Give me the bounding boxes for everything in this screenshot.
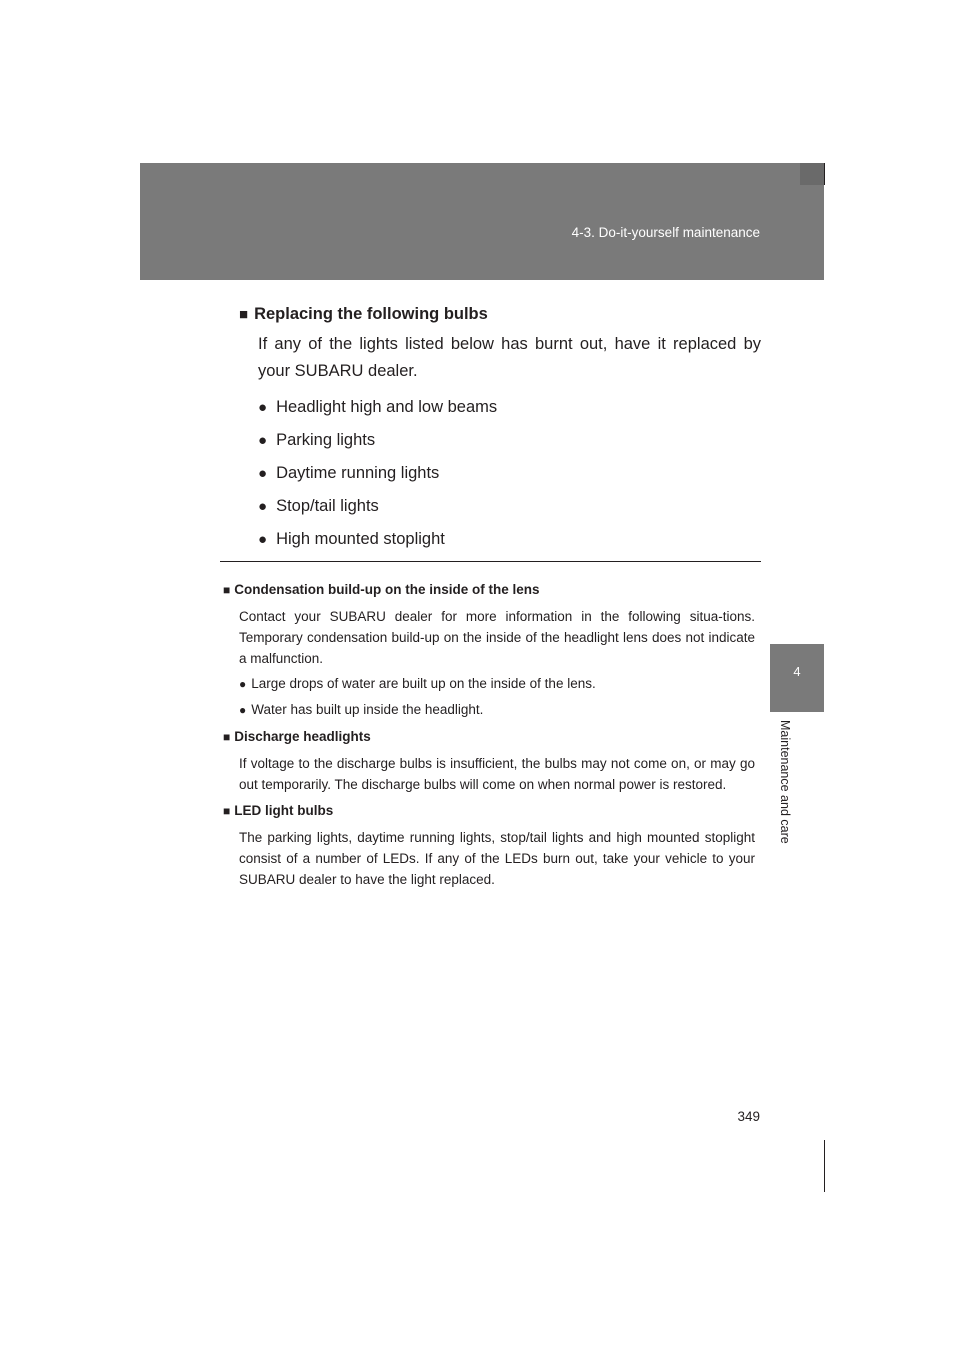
main-paragraph: If any of the lights listed below has burnt out, have it replaced by your SUBARU dealer. <box>258 335 761 380</box>
list-item: ● Water has built up inside the headlight. <box>239 699 755 721</box>
round-bullet-icon: ● <box>258 498 268 515</box>
note-paragraph: The parking lights, daytime running lights, stop/tail lights and high mounted stoplight consist of a number of LEDs. If any of the LEDs burn out, take your vehicle to your SUBARU dealer to have the light replaced. <box>239 830 755 887</box>
bulb-list <box>258 391 761 556</box>
note-heading: ■ LED light bulbs <box>223 803 334 818</box>
chapter-tab-number: 4 <box>793 664 801 679</box>
square-bullet-icon: ■ <box>223 730 231 744</box>
crop-mark-bottom <box>824 1140 825 1192</box>
note-condensation <box>223 580 755 721</box>
square-bullet-icon: ■ <box>223 804 231 818</box>
main-section <box>239 303 761 556</box>
main-heading <box>239 303 761 326</box>
header-band <box>140 163 824 280</box>
round-bullet-icon: ● <box>258 531 268 548</box>
note-led-bulbs <box>223 801 755 890</box>
list-item: ● High mounted stoplight <box>258 523 761 556</box>
note-bullet-list <box>239 673 755 721</box>
chapter-label <box>770 716 800 866</box>
round-bullet-icon: ● <box>239 677 247 691</box>
round-bullet-icon: ● <box>239 703 247 717</box>
section-title: 4-3. Do-it-yourself maintenance <box>571 225 760 240</box>
note-paragraph: Contact your SUBARU dealer for more information in the following situa-tions. Temporary condensation build-up on the inside of the headlight lens does not indicate a malfunction. <box>239 609 755 666</box>
round-bullet-icon: ● <box>258 432 268 449</box>
section-divider <box>220 561 761 562</box>
main-heading-text: Replacing the following bulbs <box>254 305 488 323</box>
note-discharge-headlights <box>223 727 755 795</box>
round-bullet-icon: ● <box>258 399 268 416</box>
list-item: ● Parking lights <box>258 424 761 457</box>
square-bullet-icon: ■ <box>223 583 231 597</box>
page-number: 349 <box>737 1109 760 1124</box>
list-item: ● Stop/tail lights <box>258 490 761 523</box>
list-item: ● Large drops of water are built up on the inside of the lens. <box>239 673 755 695</box>
list-item: ● Headlight high and low beams <box>258 391 761 424</box>
note-heading: ■ Discharge headlights <box>223 729 371 744</box>
crop-mark-top <box>824 163 825 185</box>
note-heading: ■ Condensation build-up on the inside of the lens <box>223 582 540 597</box>
notes-section <box>223 580 755 896</box>
list-item: ● Daytime running lights <box>258 457 761 490</box>
note-paragraph: If voltage to the discharge bulbs is insufficient, the bulbs may not come on, or may go out temporarily. The discharge bulbs will come on when normal power is restored. <box>239 756 755 792</box>
header-notch <box>800 163 824 185</box>
round-bullet-icon: ● <box>258 465 268 482</box>
square-bullet-icon: ■ <box>239 306 249 323</box>
chapter-label-text: Maintenance and care <box>778 720 792 844</box>
